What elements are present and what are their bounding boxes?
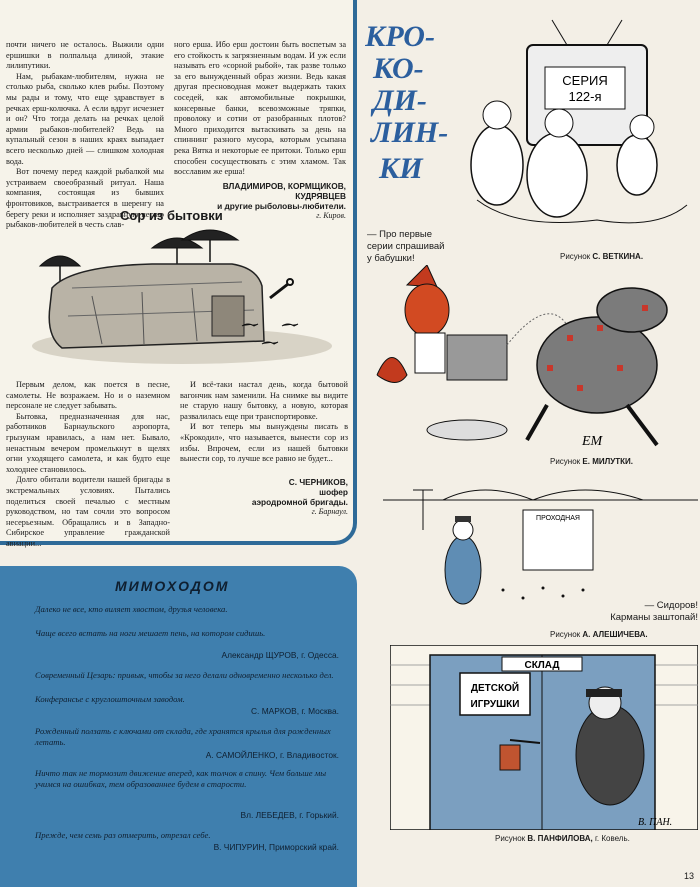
paragraph: почти ничего не осталось. Выжили одни ершишки в полпальца длиной, этакие лилипутики.: [6, 40, 164, 71]
quote-line: Карманы заштопай!: [610, 612, 698, 623]
aphorism: Ничто так не тормозит движение вперед, как толчок в спину. Чем больше мы учимся на ошибках, тем образованнее будем в старости.: [35, 768, 327, 789]
caption-author: А. АЛЕШИЧЕВА.: [582, 630, 648, 639]
logo-line-5: КИ: [379, 152, 423, 185]
logo-line-2: КО-: [373, 52, 424, 85]
krokodilinki-logo: [365, 18, 450, 188]
cartoons-column: [365, 0, 700, 887]
signature-role: аэродромной бригады.: [251, 496, 348, 507]
caption-label: Рисунок: [495, 834, 526, 843]
quote-line: — Сидоров!: [644, 600, 698, 611]
cartoon-1-quote: — Про первые серии спрашивай у бабушки!: [367, 229, 445, 264]
mimokhodom-box: [0, 566, 357, 887]
article-column-3: [6, 380, 170, 550]
aphorism-author: А. САМОЙЛЕНКО, г. Владивосток.: [205, 750, 339, 760]
signature-rest: и другие рыболовы-любители.: [217, 200, 346, 211]
paragraph: Нам, рыбакам-любителям, нужна не столько рыба, сколько клев рыбы. Поэтому мы рады и тому, что еще здравствует в речках ерш-колючка. А если вдруг исчезнет и он? Что тогда делать на речках целой армии рыбаков-любителей? Ведь на купальный сезон в наших краях выпадает всего несколько дней — слишком холодная вода.: [6, 71, 164, 166]
warehouse-sign-2: ДЕТСКОЙ: [470, 683, 520, 694]
cartoon-fox-wolf: [367, 265, 697, 455]
caption-author: В. ПАНФИЛОВА,: [527, 834, 593, 843]
paragraph: Первым делом, как поется в песне, самолеты. Не возражаем. Но и о наземном персонале не следует забывать.: [6, 380, 170, 411]
aphorism: Чаще всего встать на ноги мешает пень, на котором сидишь.: [35, 628, 266, 638]
cartoon-warehouse: [390, 645, 698, 830]
aphorism: Современный Цезарь: привык, чтобы за него делали одновременно несколько дел.: [35, 670, 334, 680]
cartoon-2-signature: ЕМ: [582, 434, 603, 449]
cartoon-tv-audience: [457, 15, 697, 245]
paragraph: И вот теперь мы вынуждены писать в «Крокодил», что называется, вынести сор из избы. Впрочем, если из нашей бытовки вынести сор, то лучше все равно не будет...: [180, 422, 348, 464]
caption-city: г. Ковель.: [594, 834, 630, 843]
paragraph: Долго обитали водители нашей бригады в экстремальных условиях. Пытались поделиться своей печалью с местным руководством, но там сочли это вопросом несерьезным. Обращались и в Западно-Сибирское управление гражданской авиации...: [6, 475, 170, 548]
caption-label: Рисунок: [550, 457, 581, 466]
page-number: 13: [683, 871, 694, 881]
cartoon-4-signature: В. ПАН.: [638, 817, 673, 828]
aphorism-author: Вл. ЛЕБЕДЕВ, г. Горький.: [240, 810, 339, 820]
article-column-1: [6, 40, 164, 231]
logo-line-4: ЛИН-: [371, 116, 449, 149]
paragraph: Бытовка, предназначенная для нас, работников Барнаульского аэропорта, грызунам нравилась, а нам нет. Бывало, ненастным вечером промелькнут в щелях огни уходящего самолета, и как будто еще холоднее становилось.: [6, 411, 170, 474]
warehouse-sign-1: СКЛАД: [524, 660, 560, 671]
signature-city: г. Барнаул.: [311, 506, 348, 516]
aphorism-author: В. ЧИПУРИН, Приморский край.: [213, 842, 339, 852]
aphorism-author: С. МАРКОВ, г. Москва.: [251, 706, 339, 716]
aphorism: Рожденный ползать с ключами от склада, где хранятся крылья для рожденных летать.: [35, 726, 331, 747]
aphorism: Конферансье с круглошточным заводом.: [35, 694, 185, 704]
paragraph: И всё-таки настал день, когда бытовой вагончик нам заменили. На снимке вы видите не старую нашу бытовку, а новую, которая развалилась еще при транспортировке.: [180, 380, 348, 421]
logo-line-1: КРО-: [365, 20, 435, 53]
cartoon-4-caption: [495, 834, 630, 843]
trailer-illustration: [32, 226, 342, 374]
gate-sign: ПРОХОДНАЯ: [536, 515, 580, 522]
signature-city: г. Киров.: [316, 210, 346, 220]
cartoon-2-caption: [550, 457, 633, 466]
caption-author: С. ВЕТКИНА.: [592, 252, 644, 261]
aphorism: Далеко не все, кто виляет хвостом, друзья человека.: [35, 604, 228, 614]
cartoon-3-caption: [550, 630, 648, 639]
tv-sign-line-1: СЕРИЯ: [562, 73, 608, 88]
tv-sign-line-2: 122-я: [568, 89, 602, 104]
article-column-4: [180, 380, 348, 517]
signature-names: ВЛАДИМИРОВ, КОРМЩИКОВ, КУДРЯВЦЕВ: [222, 180, 346, 201]
article-column-2: [174, 40, 346, 221]
warehouse-sign-3: ИГРУШКИ: [470, 699, 520, 710]
aphorism: Прежде, чем семь раз отмерить, отрезал себе.: [35, 830, 211, 840]
aphorism-author: Александр ЩУРОВ, г. Одесса.: [221, 650, 339, 660]
cartoon-1-caption: [560, 252, 643, 261]
paragraph: Вот почему перед каждой рыбалкой мы устраиваем своеобразный ритуал. Наша компания, состоящая из бывших фронтовиков, выстраивается в шеренгу на берегу реки и исполняет заздравную песню рыбаков-любителей в честь слав-: [6, 167, 164, 230]
section-title: МИМОХОДОМ: [115, 578, 230, 594]
signature-role: шофер: [319, 486, 348, 497]
caption-label: Рисунок: [550, 630, 581, 639]
signature-name: С. ЧЕРНИКОВ,: [288, 476, 348, 487]
subtitle: Сор из бытовки: [120, 208, 223, 223]
article-box: [0, 0, 357, 548]
cartoon-3-quote: [593, 600, 698, 624]
caption-author: Е. МИЛУТКИ.: [582, 457, 633, 466]
logo-line-3: ДИ-: [373, 84, 427, 117]
caption-label: Рисунок: [560, 252, 591, 261]
paragraph: ного ерша. Ибо ерш достоин быть воспетым за его стойкость к загрязненным водам. И уж если называть его «сорной рыбой», так разве только за его вынужденный образ жизни. Ведь какая другая пресноводная может выдержать таких соседей, как автомобильные покрышки, консервные банки, всевозможные тряпки, проволоку и сотни от разобранных плотов? Много приходится вытаскивать за день на спиннинг разного мусора, которым усыпана река Вятка и некоторые ее притоки. Только ерш способен сосуществовать с этим хламом. Так восславим же ерша!: [174, 40, 346, 177]
